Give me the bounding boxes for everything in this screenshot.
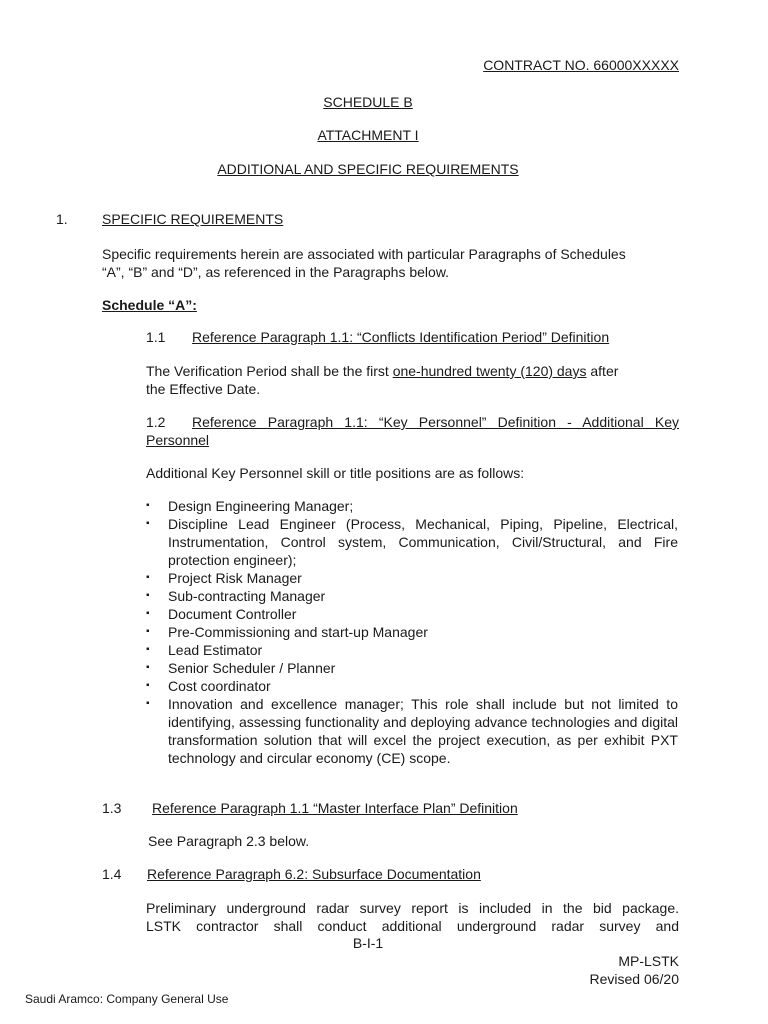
text-run-underlined: one-hundred twenty (120) days: [392, 363, 587, 379]
text-line: LSTK contractor shall conduct additional underground radar survey and: [146, 918, 679, 934]
paragraph-text: See Paragraph 2.3 below.: [148, 833, 310, 849]
list-item: ▪ Design Engineering Manager;: [146, 498, 354, 514]
bullet-icon: ▪: [146, 590, 150, 601]
text-line: the Effective Date.: [146, 381, 261, 397]
paragraph-number: 1.4: [102, 866, 122, 882]
section-intro: [102, 245, 679, 281]
contract-number: CONTRACT NO. 66000XXXXX: [483, 57, 679, 73]
bullet-icon: ▪: [146, 518, 150, 529]
paragraph-number: 1.2: [146, 414, 166, 430]
section-heading: SPECIFIC REQUIREMENTS: [102, 211, 284, 227]
paragraph-text: [146, 362, 679, 398]
paragraph-heading: Reference Paragraph 1.1: “Conflicts Identification Period” Definition: [192, 329, 610, 345]
list-item: ▪ Cost coordinator: [146, 678, 271, 694]
intro-line: Specific requirements herein are associated with particular Paragraphs of Schedules: [102, 246, 626, 262]
list-item: ▪ Innovation and excellence manager; This role shall include but not limited to identifying, assessing functionality and deploying advance technologies and digital transformation solution that will excel the project execution, as per exhibit PXT technology and circular economy (CE) scope.: [146, 696, 678, 766]
paragraph-text: Additional Key Personnel skill or title positions are as follows:: [146, 465, 525, 481]
classification-label: Saudi Aramco: Company General Use: [25, 992, 229, 1006]
paragraph-heading: Reference Paragraph 1.1 “Master Interface Plan” Definition: [152, 800, 518, 816]
list-item: ▪ Lead Estimator: [146, 642, 263, 658]
section-number: 1.: [56, 211, 68, 227]
text-run: after: [586, 363, 619, 379]
list-item: ▪ Document Controller: [146, 606, 297, 622]
attachment-title: ATTACHMENT I: [317, 127, 419, 143]
bullet-icon: ▪: [146, 500, 150, 511]
list-item: ▪ Discipline Lead Engineer (Process, Mechanical, Piping, Pipeline, Electrical, Instrumentation, Control system, Communication, Civil/Structural, and Fire protection engineer);: [146, 516, 678, 568]
text-line: Preliminary underground radar survey report is included in the bid package.: [146, 900, 679, 916]
bullet-icon: ▪: [146, 572, 150, 583]
bullet-icon: ▪: [146, 644, 150, 655]
paragraph-heading-block: [146, 413, 679, 449]
bullet-icon: ▪: [146, 680, 150, 691]
paragraph-number: 1.3: [102, 800, 122, 816]
schedule-a-heading: Schedule “A”:: [102, 297, 197, 313]
page-number: B-I-1: [352, 935, 384, 951]
list-item: ▪ Pre-Commissioning and start-up Manager: [146, 624, 428, 640]
key-personnel-list: [146, 497, 678, 767]
paragraph-heading: Reference Paragraph 6.2: Subsurface Documentation: [147, 866, 481, 882]
paragraph-number: 1.1: [146, 329, 166, 345]
intro-line: “A”, “B” and “D”, as referenced in the Paragraphs below.: [102, 264, 450, 280]
schedule-title: SCHEDULE B: [323, 94, 413, 110]
list-item: ▪ Sub-contracting Manager: [146, 588, 326, 604]
paragraph-heading: Personnel: [146, 432, 210, 448]
text-run: The Verification Period shall be the first: [146, 363, 393, 379]
list-item: ▪ Senior Scheduler / Planner: [146, 660, 336, 676]
list-item: ▪ Project Risk Manager: [146, 570, 302, 586]
form-code: MP-LSTK: [618, 953, 679, 969]
bullet-icon: ▪: [146, 626, 150, 637]
document-title: ADDITIONAL AND SPECIFIC REQUIREMENTS: [217, 161, 519, 177]
bullet-icon: ▪: [146, 698, 150, 709]
paragraph-text: [146, 899, 679, 935]
bullet-icon: ▪: [146, 662, 150, 673]
bullet-icon: ▪: [146, 608, 150, 619]
paragraph-heading: Reference Paragraph 1.1: “Key Personnel” Definition - Additional Key: [192, 414, 679, 430]
revision-date: Revised 06/20: [589, 971, 679, 987]
